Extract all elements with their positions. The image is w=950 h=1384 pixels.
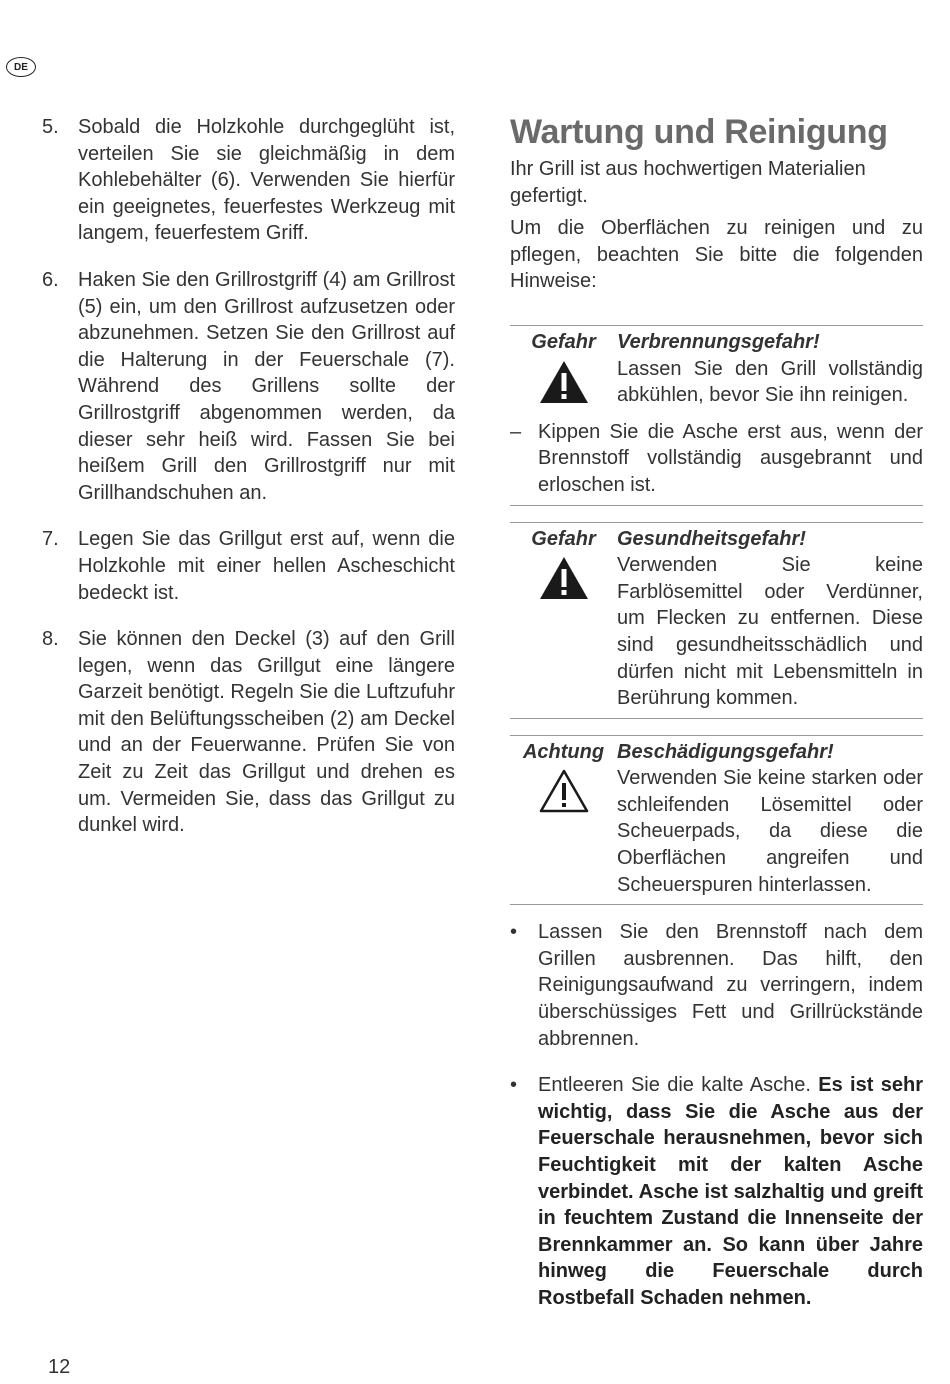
warning-text: Lassen Sie den Grill vollständig abkühlen, bevor Sie ihn reinigen. (617, 357, 923, 407)
warning-damage (510, 735, 923, 906)
language-badge: DE (6, 57, 36, 77)
intro-paragraph: Ihr Grill ist aus hochwertigen Materialien gefertigt. (510, 158, 866, 207)
page-number: 12 (48, 1356, 71, 1378)
instruction-steps (42, 114, 455, 859)
step-number: 6. (42, 268, 59, 291)
warning-label: Gefahr (531, 330, 596, 353)
bullet-marker: • (510, 921, 518, 944)
warning-health (510, 522, 923, 719)
maintenance-section (510, 110, 923, 1312)
list-item (510, 419, 923, 499)
warning-heading: Beschädigungsgefahr! (617, 740, 834, 763)
warning-heading: Verbrennungsgefahr! (617, 330, 820, 353)
list-item-text-bold: Es ist sehr wichtig, dass Sie die Asche aus der Feuerschale herausnehmen, bevor sich Feuchtigkeit mit der kalten Asche verbindet. Asche ist salzhaltig und greift in feuchtem Zustand die Innenseite der Brennkammer an. So kann über Jahre hinweg die Feuerschale durch Rostbefall Schaden nehmen. (538, 1074, 923, 1309)
warning-text: Verwenden Sie keine starken oder schleifenden Lösemittel oder Scheuerpads, da diese die Oberflächen angreifen und Scheuerspuren hinterlassen. (617, 767, 923, 896)
step-number: 5. (42, 116, 59, 138)
warning-filled-icon (539, 556, 589, 600)
warning-outline-icon (539, 769, 589, 813)
list-item (510, 919, 923, 1052)
step-text: Haken Sie den Grillrostgriff (4) am Grillrost (5) ein, um den Grillrost aufzusetzen oder abzunehmen. Setzen Sie den Grillrost auf die Halterung in der Feuerschale (7). Während des Grillens sollte der Grillrostgriff abgenommen werden, da dieser sehr heiß wird. Fassen Sie bei heißem Grill den Grillrostgriff nur mit Grillhandschuhen an. (78, 268, 455, 504)
list-item-text: Kippen Sie die Asche erst aus, wenn der Brennstoff vollständig ausgebrannt und erloschen ist. (538, 420, 923, 496)
list-item (510, 1072, 923, 1311)
list-item-text: Lassen Sie den Brennstoff nach dem Grillen ausbrennen. Das hilft, den Reinigungsaufwand zu verringern, indem überschüssiges Fett und Grillrückstände abbrennen. (538, 921, 923, 1050)
step-7 (42, 526, 455, 606)
step-8 (42, 626, 455, 839)
warning-text: Verwenden Sie keine Farblösemittel oder Verdünner, um Flecken zu entfernen. Diese sind gesundheitsschädlich und dürfen nicht mit Lebensmitteln in Berührung kommen. (617, 554, 923, 710)
list-item-text-regular: Entleeren Sie die kalte Asche. (538, 1074, 819, 1097)
dash-marker: – (510, 420, 522, 443)
warning-heading: Gesundheitsgefahr! (617, 527, 806, 550)
intro-paragraph: Um die Oberflächen zu reinigen und zu pflegen, beachten Sie bitte die folgenden Hinweise: (510, 217, 923, 293)
step-number: 7. (42, 528, 59, 551)
section-title: Wartung und Reinigung (510, 113, 888, 151)
warning-burn (510, 325, 923, 506)
step-number: 8. (42, 628, 59, 651)
step-6 (42, 267, 455, 506)
list-item-text (538, 1072, 923, 1311)
step-5 (42, 114, 455, 247)
step-text: Sobald die Holzkohle durchgeglüht ist, verteilen Sie sie gleichmäßig in dem Kohlebehälter (6). Verwenden Sie hierfür ein geeignetes, feuerfestes Werkzeug mit langem, feuerfestem Griff. (78, 116, 455, 245)
bullet-marker: • (510, 1074, 518, 1097)
warning-label: Gefahr (531, 527, 596, 550)
warning-filled-icon (539, 360, 589, 404)
step-text: Sie können den Deckel (3) auf den Grill legen, wenn das Grillgut eine längere Garzeit benötigt. Regeln Sie die Luftzufuhr mit den Belüftungsscheiben (2) am Deckel und an der Feuerwanne. Prüfen Sie von Zeit zu Zeit das Grillgut und drehen es um. Vermeiden Sie, dass das Grillgut zu dunkel wird. (78, 628, 455, 837)
warning-label: Achtung (522, 740, 605, 763)
step-text: Legen Sie das Grillgut erst auf, wenn die Holzkohle mit einer hellen Ascheschicht bedeckt ist. (78, 528, 455, 604)
